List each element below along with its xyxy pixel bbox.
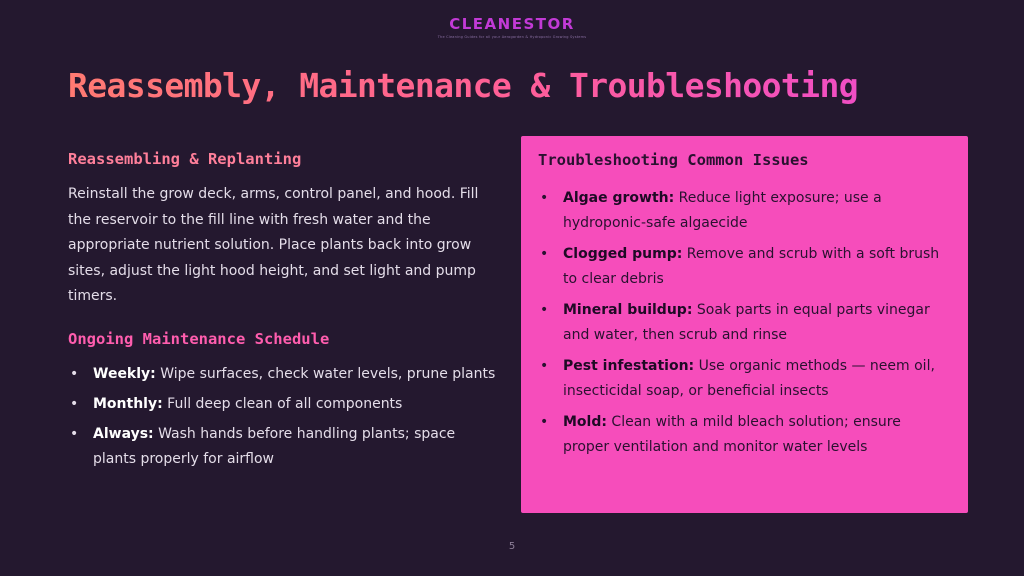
bullet-icon: •	[540, 190, 549, 206]
item-label: Mineral buildup:	[563, 302, 693, 318]
item-text: Wipe surfaces, check water levels, prune plants	[155, 365, 496, 382]
item-text: Reduce light exposure; use a hydroponic-safe algaecide	[563, 190, 882, 231]
item-label: Monthly:	[93, 395, 163, 412]
bullet-icon: •	[540, 302, 549, 318]
maintenance-list	[68, 362, 500, 472]
bullet-icon: •	[70, 365, 79, 382]
item-label: Mold:	[563, 414, 607, 430]
list-item	[538, 298, 948, 348]
item-text: Full deep clean of all components	[162, 395, 403, 412]
list-item	[538, 354, 948, 404]
bullet-icon: •	[540, 358, 549, 374]
item-label: Algae growth:	[563, 190, 675, 206]
item-label: Always:	[93, 425, 154, 442]
list-item	[68, 422, 500, 472]
troubleshooting-heading: Troubleshooting Common Issues	[538, 151, 809, 169]
item-text: Use organic methods — neem oil, insecticidal soap, or beneficial insects	[563, 358, 935, 399]
reassembling-paragraph: Reinstall the grow deck, arms, control panel, and hood. Fill the reservoir to the fill line with fresh water and the appropriate nutrient solution. Place plants back into grow sites, adjust the light hood height, and set light and pump timers.	[68, 186, 479, 304]
list-item	[538, 186, 948, 236]
reassembling-heading: Reassembling & Replanting	[68, 150, 302, 168]
logo-tagline: The Cleaning Guides for all your Aerogarden & Hydroponic Growing Systems	[437, 35, 587, 39]
item-label: Clogged pump:	[563, 246, 683, 262]
slide-title: Reassembly, Maintenance & Troubleshooting	[68, 66, 858, 105]
troubleshooting-list	[538, 186, 948, 460]
brand-logo	[0, 14, 1024, 39]
item-label: Weekly:	[93, 365, 156, 382]
bullet-icon: •	[540, 246, 549, 262]
list-item	[68, 392, 500, 417]
bullet-icon: •	[70, 425, 79, 442]
item-label: Pest infestation:	[563, 358, 695, 374]
list-item	[538, 410, 948, 460]
page-number: 5	[508, 541, 516, 552]
left-column	[68, 150, 500, 477]
item-text: Remove and scrub with a soft brush to clear debris	[563, 246, 940, 287]
maintenance-heading: Ongoing Maintenance Schedule	[68, 329, 330, 348]
logo-text: CLEANESTOR	[449, 15, 575, 33]
item-text: Clean with a mild bleach solution; ensure proper ventilation and monitor water levels	[563, 414, 901, 455]
bullet-icon: •	[70, 395, 79, 412]
bullet-icon: •	[540, 414, 549, 430]
item-text: Soak parts in equal parts vinegar and water, then scrub and rinse	[563, 302, 930, 343]
troubleshooting-card	[521, 136, 968, 513]
item-text: Wash hands before handling plants; space plants properly for airflow	[93, 425, 456, 467]
list-item	[538, 242, 948, 292]
list-item	[68, 362, 500, 387]
